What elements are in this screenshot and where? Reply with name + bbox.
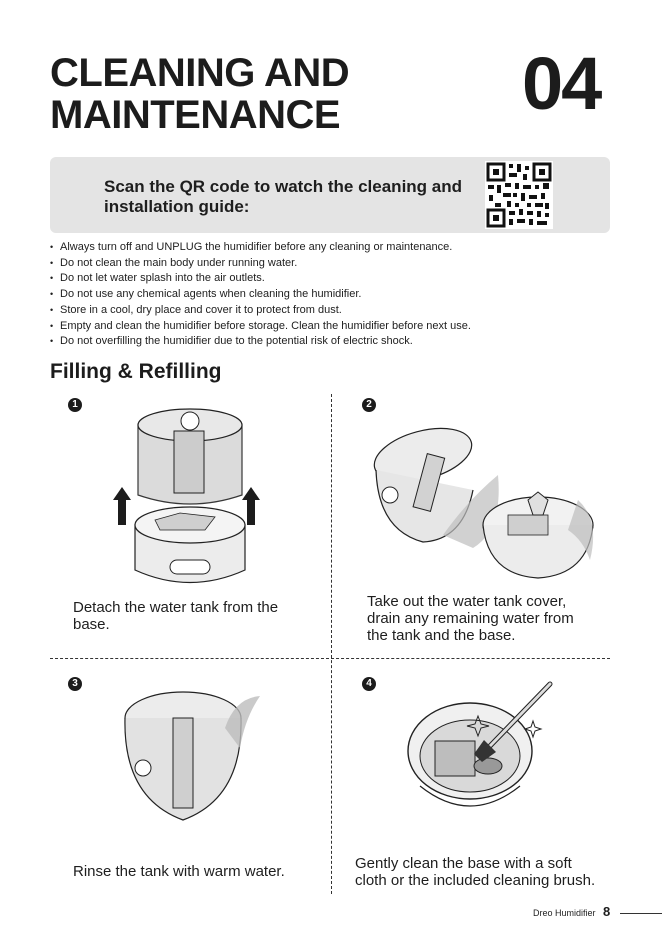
list-item: • Do not let water splash into the air outlets. (50, 271, 471, 287)
horizontal-divider (50, 658, 610, 659)
qr-banner-line-1: Scan the QR code to watch the cleaning and (104, 177, 463, 196)
step-3-caption-line-1: Rinse the tank with warm water. (73, 863, 285, 880)
list-item: • Do not clean the main body under running water. (50, 256, 471, 272)
page-title-line-1: CLEANING AND (50, 51, 350, 95)
step-3-illustration (115, 688, 275, 838)
safety-bullet-list (50, 240, 471, 350)
step-2-caption-line-1: Take out the water tank cover, (367, 593, 567, 610)
step-4-number: 4 (362, 677, 376, 691)
step-1-illustration (110, 395, 270, 585)
qr-banner-line-2: installation guide: (104, 197, 250, 216)
step-2-illustration (368, 420, 608, 585)
step-4-illustration (400, 676, 580, 836)
qr-code-icon[interactable] (485, 161, 553, 229)
section-title: Filling & Refilling (50, 360, 222, 383)
footer-rule (620, 913, 662, 914)
step-1-caption (73, 599, 278, 633)
step-2-number: 2 (362, 398, 376, 412)
step-4-caption (355, 855, 595, 889)
chapter-number: 04 (522, 42, 601, 125)
qr-banner-text (104, 177, 462, 217)
step-1-caption-line-2: base. (73, 616, 110, 633)
page-number: 8 (603, 904, 611, 919)
list-item: • Store in a cool, dry place and cover it to protect from dust. (50, 303, 471, 319)
step-1-number: 1 (68, 398, 82, 412)
list-item: • Empty and clean the humidifier before storage. Clean the humidifier before next use. (50, 319, 471, 335)
footer-brand: Dreo Humidifier (533, 908, 596, 918)
page-title (50, 52, 349, 136)
list-item: • Do not overfilling the humidifier due to the potential risk of electric shock. (50, 334, 471, 350)
step-1-caption-line-1: Detach the water tank from the (73, 599, 279, 616)
step-3-number: 3 (68, 677, 82, 691)
page-title-line-2: MAINTENANCE (50, 93, 341, 137)
list-item: • Do not use any chemical agents when cleaning the humidifier. (50, 287, 471, 303)
step-2-caption (367, 593, 574, 644)
step-4-caption-line-2: cloth or the included cleaning brush. (355, 872, 596, 889)
step-2-caption-line-3: the tank and the base. (367, 627, 516, 644)
step-2-caption-line-2: drain any remaining water from (367, 610, 574, 627)
vertical-divider (331, 394, 332, 894)
list-item: • Always turn off and UNPLUG the humidifier before any cleaning or maintenance. (50, 240, 471, 256)
step-3-caption (73, 863, 285, 880)
step-4-caption-line-1: Gently clean the base with a soft (355, 855, 572, 872)
